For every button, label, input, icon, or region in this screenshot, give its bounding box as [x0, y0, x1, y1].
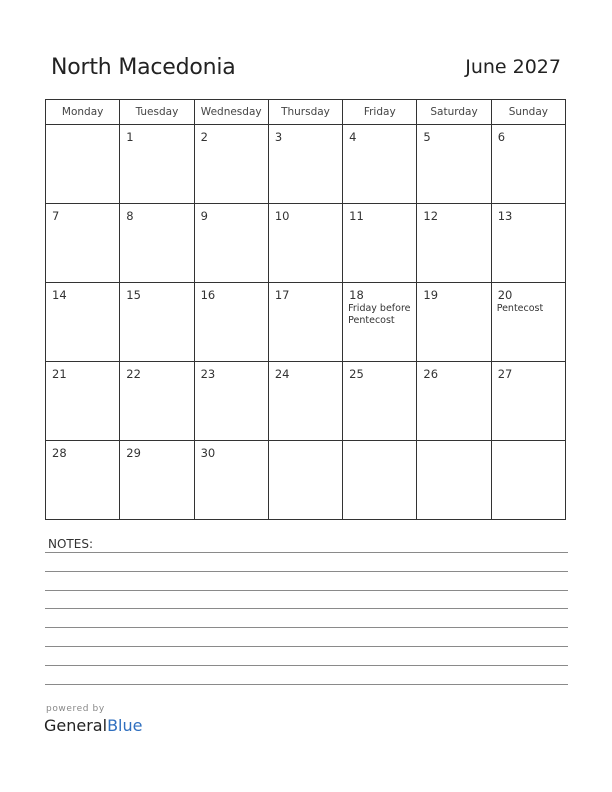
day-number: 17	[274, 288, 290, 302]
day-number: 3	[274, 130, 283, 144]
day-cell	[194, 362, 268, 441]
day-cell	[120, 204, 194, 283]
week-row-2	[46, 204, 566, 283]
calendar-grid	[45, 99, 566, 520]
day-cell	[268, 283, 342, 362]
day-cell	[268, 441, 342, 520]
country-title: North Macedonia	[51, 55, 236, 80]
day-cell	[343, 441, 417, 520]
month-title: June 2027	[465, 56, 561, 78]
day-cell	[120, 362, 194, 441]
day-cell	[268, 125, 342, 204]
day-cell	[343, 362, 417, 441]
day-number: 25	[349, 367, 364, 381]
day-number: 29	[126, 446, 141, 460]
day-number: 13	[497, 209, 513, 223]
day-number: 18	[349, 288, 364, 302]
day-number: 7	[52, 209, 60, 223]
day-cell	[194, 125, 268, 204]
day-cell	[417, 283, 491, 362]
day-number: 16	[200, 288, 216, 302]
day-cell	[417, 441, 491, 520]
day-cell	[120, 441, 194, 520]
day-number: 23	[200, 367, 216, 381]
day-cell	[120, 125, 194, 204]
week-row-3	[46, 283, 566, 362]
day-cell	[417, 204, 491, 283]
weekday-saturday: Saturday	[417, 100, 491, 125]
day-number: 2	[200, 130, 208, 144]
day-cell	[268, 362, 342, 441]
day-number: 5	[423, 130, 431, 144]
day-number: 8	[126, 209, 134, 223]
notes-label: NOTES:	[48, 537, 93, 551]
day-cell	[46, 362, 120, 441]
weekday-sunday: Sunday	[491, 100, 565, 125]
day-cell	[46, 441, 120, 520]
day-number: 24	[274, 367, 290, 381]
day-cell	[194, 441, 268, 520]
day-number: 12	[423, 209, 439, 223]
day-cell	[491, 441, 565, 520]
holiday-label: Pentecost	[496, 303, 544, 314]
day-number: 9	[200, 209, 208, 223]
day-number: 10	[274, 209, 290, 223]
generalblue-logo[interactable]	[44, 716, 142, 735]
day-number: 6	[497, 130, 506, 144]
day-cell	[343, 204, 417, 283]
notes-line	[45, 552, 568, 553]
notes-line	[45, 627, 568, 628]
powered-by-text: powered by	[46, 704, 105, 714]
notes-line	[45, 646, 568, 647]
day-number: 26	[423, 367, 439, 381]
day-number: 1	[126, 130, 134, 144]
day-cell	[194, 283, 268, 362]
notes-line	[45, 684, 568, 685]
day-number: 20	[497, 288, 513, 302]
week-row-4	[46, 362, 566, 441]
day-cell	[46, 283, 120, 362]
day-number: 27	[497, 367, 513, 381]
day-number: 28	[52, 446, 67, 460]
day-number: 19	[423, 288, 439, 302]
weekday-tuesday: Tuesday	[120, 100, 194, 125]
day-cell	[194, 204, 268, 283]
day-number: 21	[52, 367, 67, 381]
day-cell	[46, 125, 120, 204]
weekday-wednesday: Wednesday	[194, 100, 268, 125]
day-number: 22	[126, 367, 141, 381]
day-cell	[417, 125, 491, 204]
day-number: 30	[200, 446, 216, 460]
notes-line	[45, 608, 568, 609]
day-number: 14	[52, 288, 67, 302]
week-row-1	[46, 125, 566, 204]
day-cell	[417, 362, 491, 441]
notes-line	[45, 571, 568, 572]
day-cell	[46, 204, 120, 283]
day-number: 11	[349, 209, 364, 223]
week-row-5	[46, 441, 566, 520]
brand-general: General	[44, 716, 108, 735]
notes-line	[45, 590, 568, 591]
brand-blue: Blue	[107, 716, 143, 735]
notes-line	[45, 665, 568, 666]
weekday-monday: Monday	[46, 100, 120, 125]
day-number: 15	[126, 288, 141, 302]
day-cell	[343, 283, 417, 362]
day-cell	[491, 125, 565, 204]
day-cell	[120, 283, 194, 362]
weekday-header-row	[46, 100, 566, 125]
day-cell	[491, 362, 565, 441]
holiday-label: Friday before Pentecost	[348, 303, 411, 326]
day-cell	[268, 204, 342, 283]
weekday-thursday: Thursday	[268, 100, 342, 125]
day-cell	[491, 283, 565, 362]
day-number: 4	[349, 130, 357, 144]
day-cell	[343, 125, 417, 204]
weekday-friday: Friday	[343, 100, 417, 125]
day-cell	[491, 204, 565, 283]
